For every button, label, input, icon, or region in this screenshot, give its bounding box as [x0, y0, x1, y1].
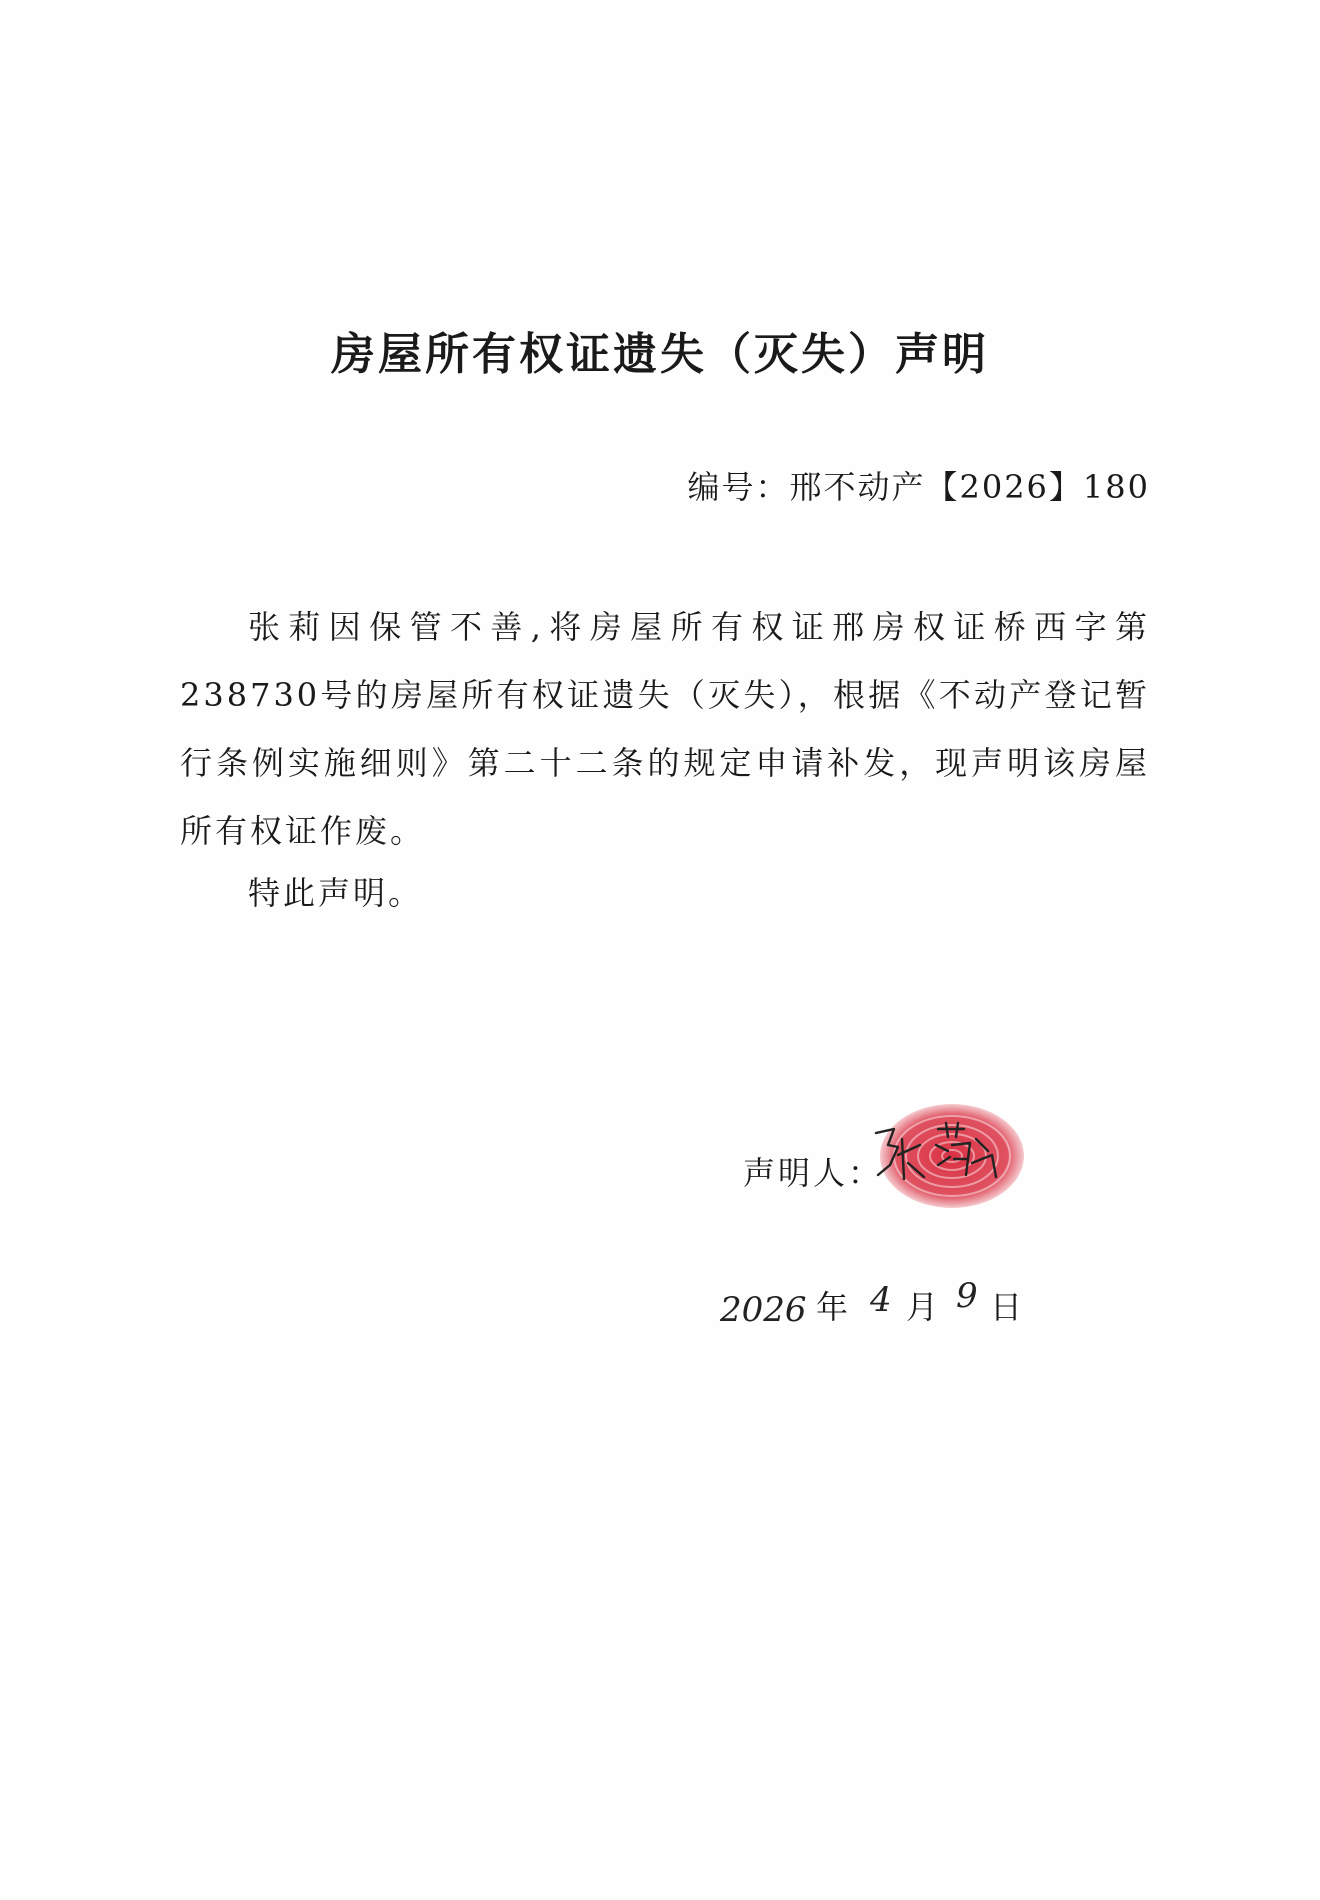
closing-statement: 特此声明。 — [248, 874, 424, 912]
date-month: 4 — [870, 1280, 892, 1320]
declaration-date — [720, 1272, 1040, 1352]
declaration-body: 张莉因保管不善,将房屋所有权证邢房权证桥西字第238730号的房屋所有权证遗失（灭失），根据《不动产登记暂行条例实施细则》第二十二条的规定申请补发，现声明该房屋所有权证作废。 — [180, 608, 1150, 850]
document-title: 房屋所有权证遗失（灭失）声明 — [331, 329, 989, 380]
handwritten-signature — [868, 1115, 1008, 1195]
date-year-char: 年 — [816, 1288, 851, 1326]
declarant-label: 声明人： — [743, 1154, 884, 1192]
date-month-char: 月 — [906, 1288, 941, 1326]
date-day-char: 日 — [990, 1288, 1025, 1326]
date-day: 9 — [956, 1276, 978, 1316]
date-year: 2026 — [720, 1290, 807, 1330]
document-number: 编号：邢不动产【2026】180 — [687, 468, 1150, 506]
